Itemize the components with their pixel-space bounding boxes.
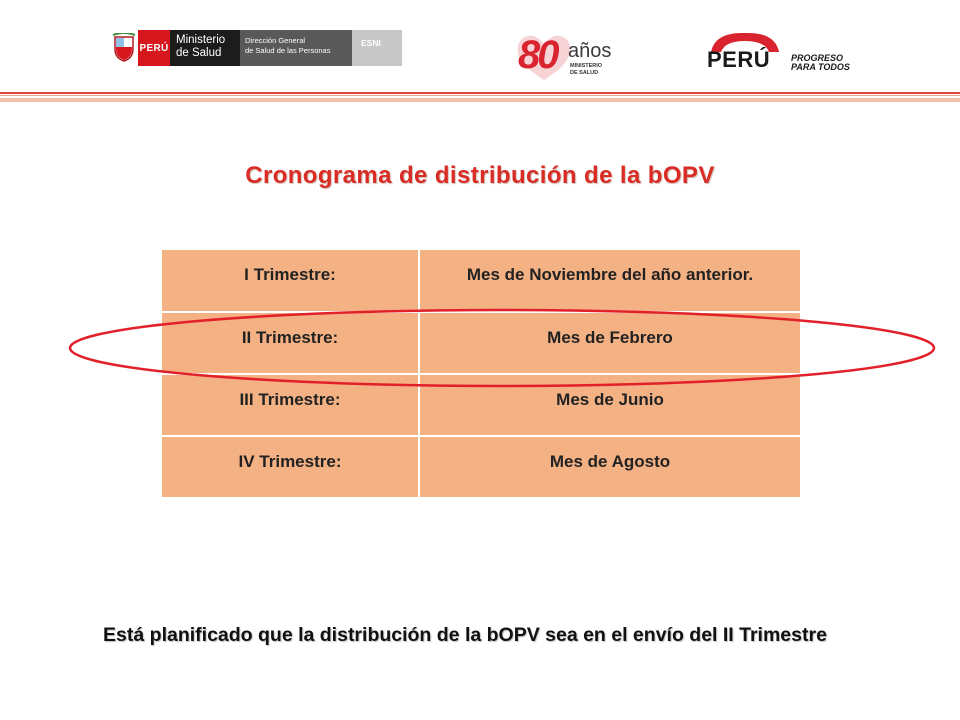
office-line-2: de Salud de las Personas <box>245 46 331 55</box>
minsa-office-label <box>240 30 352 66</box>
coat-of-arms-icon <box>110 30 138 66</box>
header-divider-secondary <box>0 95 960 96</box>
minsa-ministry-label <box>170 30 240 66</box>
period-cell: IV Trimestre: <box>161 436 419 498</box>
ministry-line-2: de Salud <box>176 47 222 59</box>
anniversary-subtitle <box>570 63 602 77</box>
page-title: Cronograma de distribución de la bOPV <box>245 162 715 189</box>
anniversary-logo <box>514 28 622 84</box>
anniversary-number: 80 <box>518 33 557 77</box>
office-line-1: Dirección General <box>245 36 306 45</box>
period-cell: III Trimestre: <box>161 374 419 436</box>
month-cell: Mes de Febrero <box>419 312 801 374</box>
table-row <box>161 250 801 312</box>
ministry-line-1: Ministerio <box>176 34 226 46</box>
tagline-line-1: PROGRESO <box>791 53 844 63</box>
peru-brand-tagline <box>791 54 850 72</box>
month-cell: Mes de Noviembre del año anterior. <box>419 250 801 312</box>
peru-brand-word: PERÚ <box>707 47 771 72</box>
header <box>0 0 960 92</box>
header-divider-primary <box>0 92 960 94</box>
minsa-unit-label: ESNI <box>352 30 402 66</box>
footnote-statement: Está planificado que la distribución de la bOPV sea en el envío del II Trimestre <box>103 624 827 646</box>
anniversary-word: años <box>568 40 612 62</box>
anniversary-sub-line-1: MINISTERIO <box>570 63 603 69</box>
table-row <box>161 436 801 498</box>
minsa-peru-label: PERÚ <box>138 30 170 66</box>
period-cell: I Trimestre: <box>161 250 419 312</box>
peru-brand-logo <box>705 30 875 74</box>
header-divider-band <box>0 98 960 102</box>
month-cell: Mes de Junio <box>419 374 801 436</box>
month-cell: Mes de Agosto <box>419 436 801 498</box>
highlight-ellipse <box>66 305 938 391</box>
period-cell: II Trimestre: <box>161 312 419 374</box>
tagline-line-2: PARA TODOS <box>791 62 850 72</box>
minsa-logo <box>110 30 402 66</box>
anniversary-sub-line-2: DE SALUD <box>570 70 599 76</box>
